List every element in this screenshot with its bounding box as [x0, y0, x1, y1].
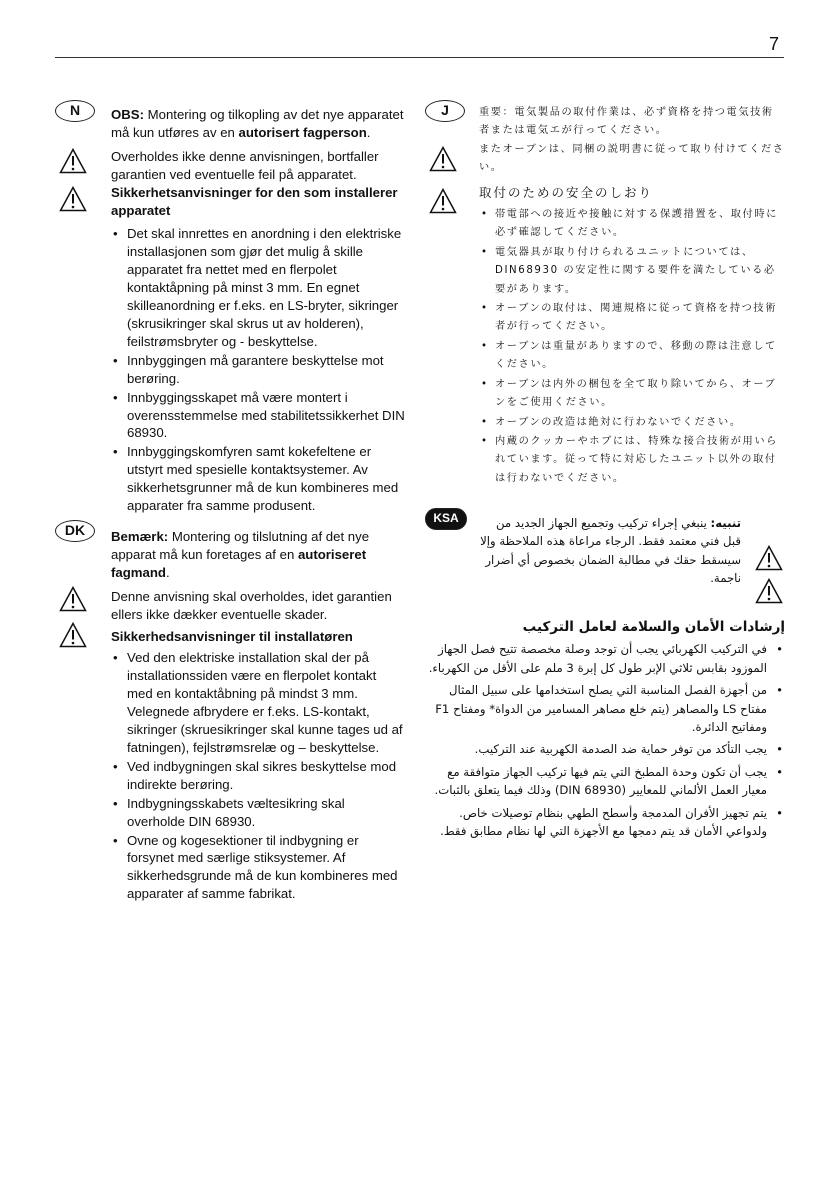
norwegian-section: [111, 106, 405, 516]
list-item: • オーブンの取付は、関連規格に従って資格を持つ技術者が行ってください。: [479, 300, 785, 337]
japanese-intro: 重要：電気製品の取付作業は、必ず資格を持つ電気技術者または電気エが行ってください。: [479, 107, 774, 137]
list-item: • Ovne og kogesektioner til indbygning er forsynet med særlige stiksystemer. Af sikkerhedsgrunde må de kun kombineres med apparater af samme fabrikat.: [111, 832, 405, 904]
danish-warning-text: Denne anvisning skal overholdes, idet garantien ellers ikke dækker eventuelle skader.: [111, 588, 392, 622]
list-item: • 帯電部への接近や接触に対する保護措置を、取付時に必ず確認してください。: [479, 206, 785, 243]
list-item: • 電気器具が取り付けられるユニットについては、DIN68930 の安定性に関する要件を満たしている必要があります。: [479, 244, 785, 299]
japanese-safety-heading: 取付のための安全のしおり: [479, 184, 654, 200]
header-rule: [55, 57, 784, 58]
warning-triangle-icon: [59, 622, 87, 648]
arabic-section: [475, 514, 741, 588]
warning-triangle-icon: [429, 188, 457, 214]
norwegian-warning-text: Overholdes ikke denne anvisningen, bortfaller garantien ved eventuelle feil på apparatet.: [111, 148, 379, 182]
warning-triangle-icon: [755, 578, 783, 604]
list-item: • Ved den elektriske installation skal der på installationssiden være en flerpolet kontakt med en kontaktåbning på mindst 3 mm. Velegnede afbrydere er f.eks. LS-kontakt, sikringer (skruesikringer skal kunne tages ud af fatningen), fejlstrømsrelæ og – beskyttelse.: [111, 649, 405, 756]
page-number: 7: [768, 34, 779, 54]
list-item: • من أجهزة الفصل المناسبة التي يصلح استخدامها على سبيل المثال مفتاح LS والمصاهر (يتم خلع مصاهر المسامير من الدواة* ومفتاح F1 ومفاتيح الدائرة.: [425, 681, 785, 736]
language-badge-ksa: KSA: [425, 508, 467, 530]
list-item: • Innbyggingskomfyren samt kokefeltene er utstyrt med spesielle kontaktsystemer. Av sikkerhetsgrunner må de kun kombineres med apparater fra samme produsent.: [111, 443, 405, 515]
warning-triangle-icon: [59, 186, 87, 212]
warning-triangle-icon: [59, 148, 87, 174]
danish-bullet-list: [111, 649, 405, 903]
warning-triangle-icon: [59, 586, 87, 612]
norwegian-intro: OBS: Montering og tilkopling av det nye apparatet må kun utføres av en autorisert fagperson.: [111, 107, 404, 140]
list-item: • Indbygningsskabets væltesikring skal overholde DIN 68930.: [111, 795, 405, 831]
list-item: • Innbyggingen må garantere beskyttelse mot berøring.: [111, 352, 405, 388]
list-item: • يتم تجهيز الأفران المدمجة وأسطح الطهي بنظام توصيلات خاص. ولدواعي الأمان قد يتم دمجها مع الأجهزة التي لها نظام مطابق فقط.: [425, 804, 785, 841]
language-badge-dk: DK: [55, 520, 95, 542]
danish-section: [111, 528, 405, 904]
danish-intro: Bemærk: Montering og tilslutning af det nye apparat må kun foretages af en autoriseret fagmand.: [111, 529, 370, 580]
japanese-section: [479, 104, 785, 489]
list-item: • Ved indbygningen skal sikres beskyttelse mod indirekte berøring.: [111, 758, 405, 794]
danish-safety-heading: Sikkerhedsanvisninger til installatøren: [111, 628, 353, 644]
japanese-warning-text: またオーブンは、同梱の説明書に従って取り付けてください。: [479, 143, 785, 174]
norwegian-safety-heading: Sikkerhetsanvisninger for den som installerer apparatet: [111, 184, 398, 218]
list-item: • يجب التأكد من توفر حماية ضد الصدمة الكهربية عند التركيب.: [425, 740, 785, 758]
list-item: • オーブンの改造は絶対に行わないでください。: [479, 414, 785, 432]
arabic-safety-section: [425, 608, 785, 844]
list-item: • オーブンは内外の梱包を全て取り除いてから、オーブンをご使用ください。: [479, 376, 785, 413]
language-badge-n: N: [55, 100, 95, 122]
language-badge-j: J: [425, 100, 465, 122]
list-item: • Det skal innrettes en anordning i den elektriske installasjonen som gjør det mulig å skille apparatet fra nettet med en flerpolet kontaktåpning på minst 3 mm. En egnet skilleanordning er f.eks. en LS-bryter, sikringer (skrusikringer skal skrus ut av holderen), feilstrømsbryter og - beskyttelse.: [111, 225, 405, 350]
arabic-intro: تنبيه: ينبغي إجراء تركيب وتجميع الجهاز الجديد من قبل فني معتمد فقط. الرجاء مراعاة هذه الملاحظة وإلا سيسقط حقك في مطالبة الضمان بخصوص أي أضرار ناجمة.: [480, 516, 741, 586]
warning-triangle-icon: [429, 146, 457, 172]
list-item: • يجب أن تكون وحدة المطبخ التي يتم فيها تركيب الجهاز متوافقة مع معيار العمل الألماني للمعايير (DIN 68930) وذلك فيما يتعلق بالثبات.: [425, 763, 785, 800]
warning-triangle-icon: [755, 545, 783, 571]
arabic-safety-heading: إرشادات الأمان والسلامة لعامل التركيب: [522, 619, 785, 635]
japanese-bullet-list: [479, 206, 785, 488]
list-item: • オーブンは重量がありますので、移動の際は注意してください。: [479, 338, 785, 375]
list-item: • في التركيب الكهربائي يجب أن توجد وصلة مخصصة تتيح فصل الجهاز الموزود بقابس ثلاثي الإبر طول كل إبرة 3 ملم على الأقل من الكهرباء.: [425, 640, 785, 677]
list-item: • 内蔵のクッカーやホブには、特殊な接合技術が用いられています。従って特に対応したユニット以外の取付は行わないでください。: [479, 433, 785, 488]
list-item: • Innbyggingsskapet må være montert i overensstemmelse med stabilitetssikkerhet DIN 68930.: [111, 389, 405, 443]
arabic-bullet-list: [425, 640, 785, 840]
norwegian-bullet-list: [111, 225, 405, 515]
